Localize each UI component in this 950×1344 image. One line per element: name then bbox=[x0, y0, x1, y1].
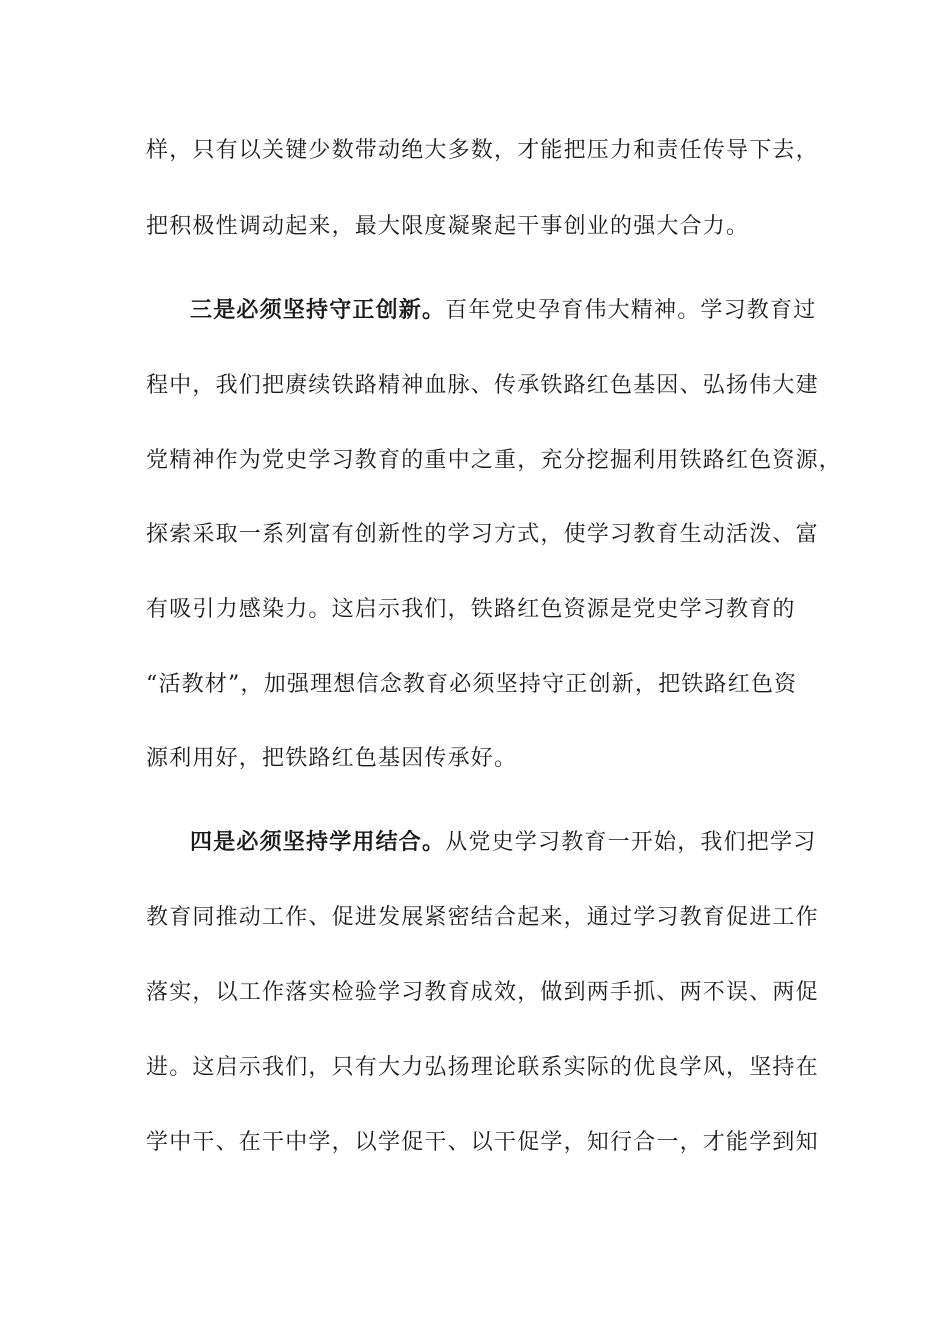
paragraph-1-line-2: 把积极性调动起来，最大限度凝聚起干事创业的强大合力。 bbox=[146, 214, 750, 239]
paragraph-3-line-4: 进。这启示我们，只有大力弘扬理论联系实际的优良学风，坚持在 bbox=[146, 1055, 819, 1080]
paragraph-2-line-3: 党精神作为党史学习教育的重中之重，充分挖掘利用铁路红色资源， bbox=[146, 448, 843, 473]
paragraph-3-line-3: 落实，以工作落实检验学习教育成效，做到两手抓、两不误、两促 bbox=[146, 980, 819, 1005]
paragraph-2-line-5: 有吸引力感染力。这启示我们，铁路红色资源是党史学习教育的 bbox=[146, 597, 796, 622]
paragraph-2-line-1 bbox=[190, 296, 816, 326]
paragraph-2-line-6: “活教材”，加强理想信念教育必须坚持守正创新，把铁路红色资 bbox=[146, 672, 798, 697]
paragraph-3-heading: 四是必须坚持学用结合。 bbox=[190, 830, 446, 855]
paragraph-2-text: 百年党史孕育伟大精神。学习教育过 bbox=[445, 298, 817, 323]
paragraph-2-heading: 三是必须坚持守正创新。 bbox=[190, 298, 446, 323]
paragraph-3-line-2: 教育同推动工作、促进发展紧密结合起来，通过学习教育促进工作 bbox=[146, 905, 819, 930]
paragraph-3-line-5: 学中干、在干中学，以学促干、以干促学，知行合一，才能学到知 bbox=[146, 1130, 819, 1155]
paragraph-2-line-7: 源利用好，把铁路红色基因传承好。 bbox=[146, 746, 518, 771]
paragraph-2-line-4: 探索采取一系列富有创新性的学习方式，使学习教育生动活泼、富 bbox=[146, 522, 819, 547]
paragraph-1-line-1: 样，只有以关键少数带动绝大多数，才能把压力和责任传导下去， bbox=[146, 138, 819, 163]
paragraph-3-line-1 bbox=[190, 828, 816, 858]
paragraph-2-line-2: 程中，我们把赓续铁路精神血脉、传承铁路红色基因、弘扬伟大建 bbox=[146, 373, 819, 398]
paragraph-3-text: 从党史学习教育一开始，我们把学习 bbox=[445, 830, 817, 855]
